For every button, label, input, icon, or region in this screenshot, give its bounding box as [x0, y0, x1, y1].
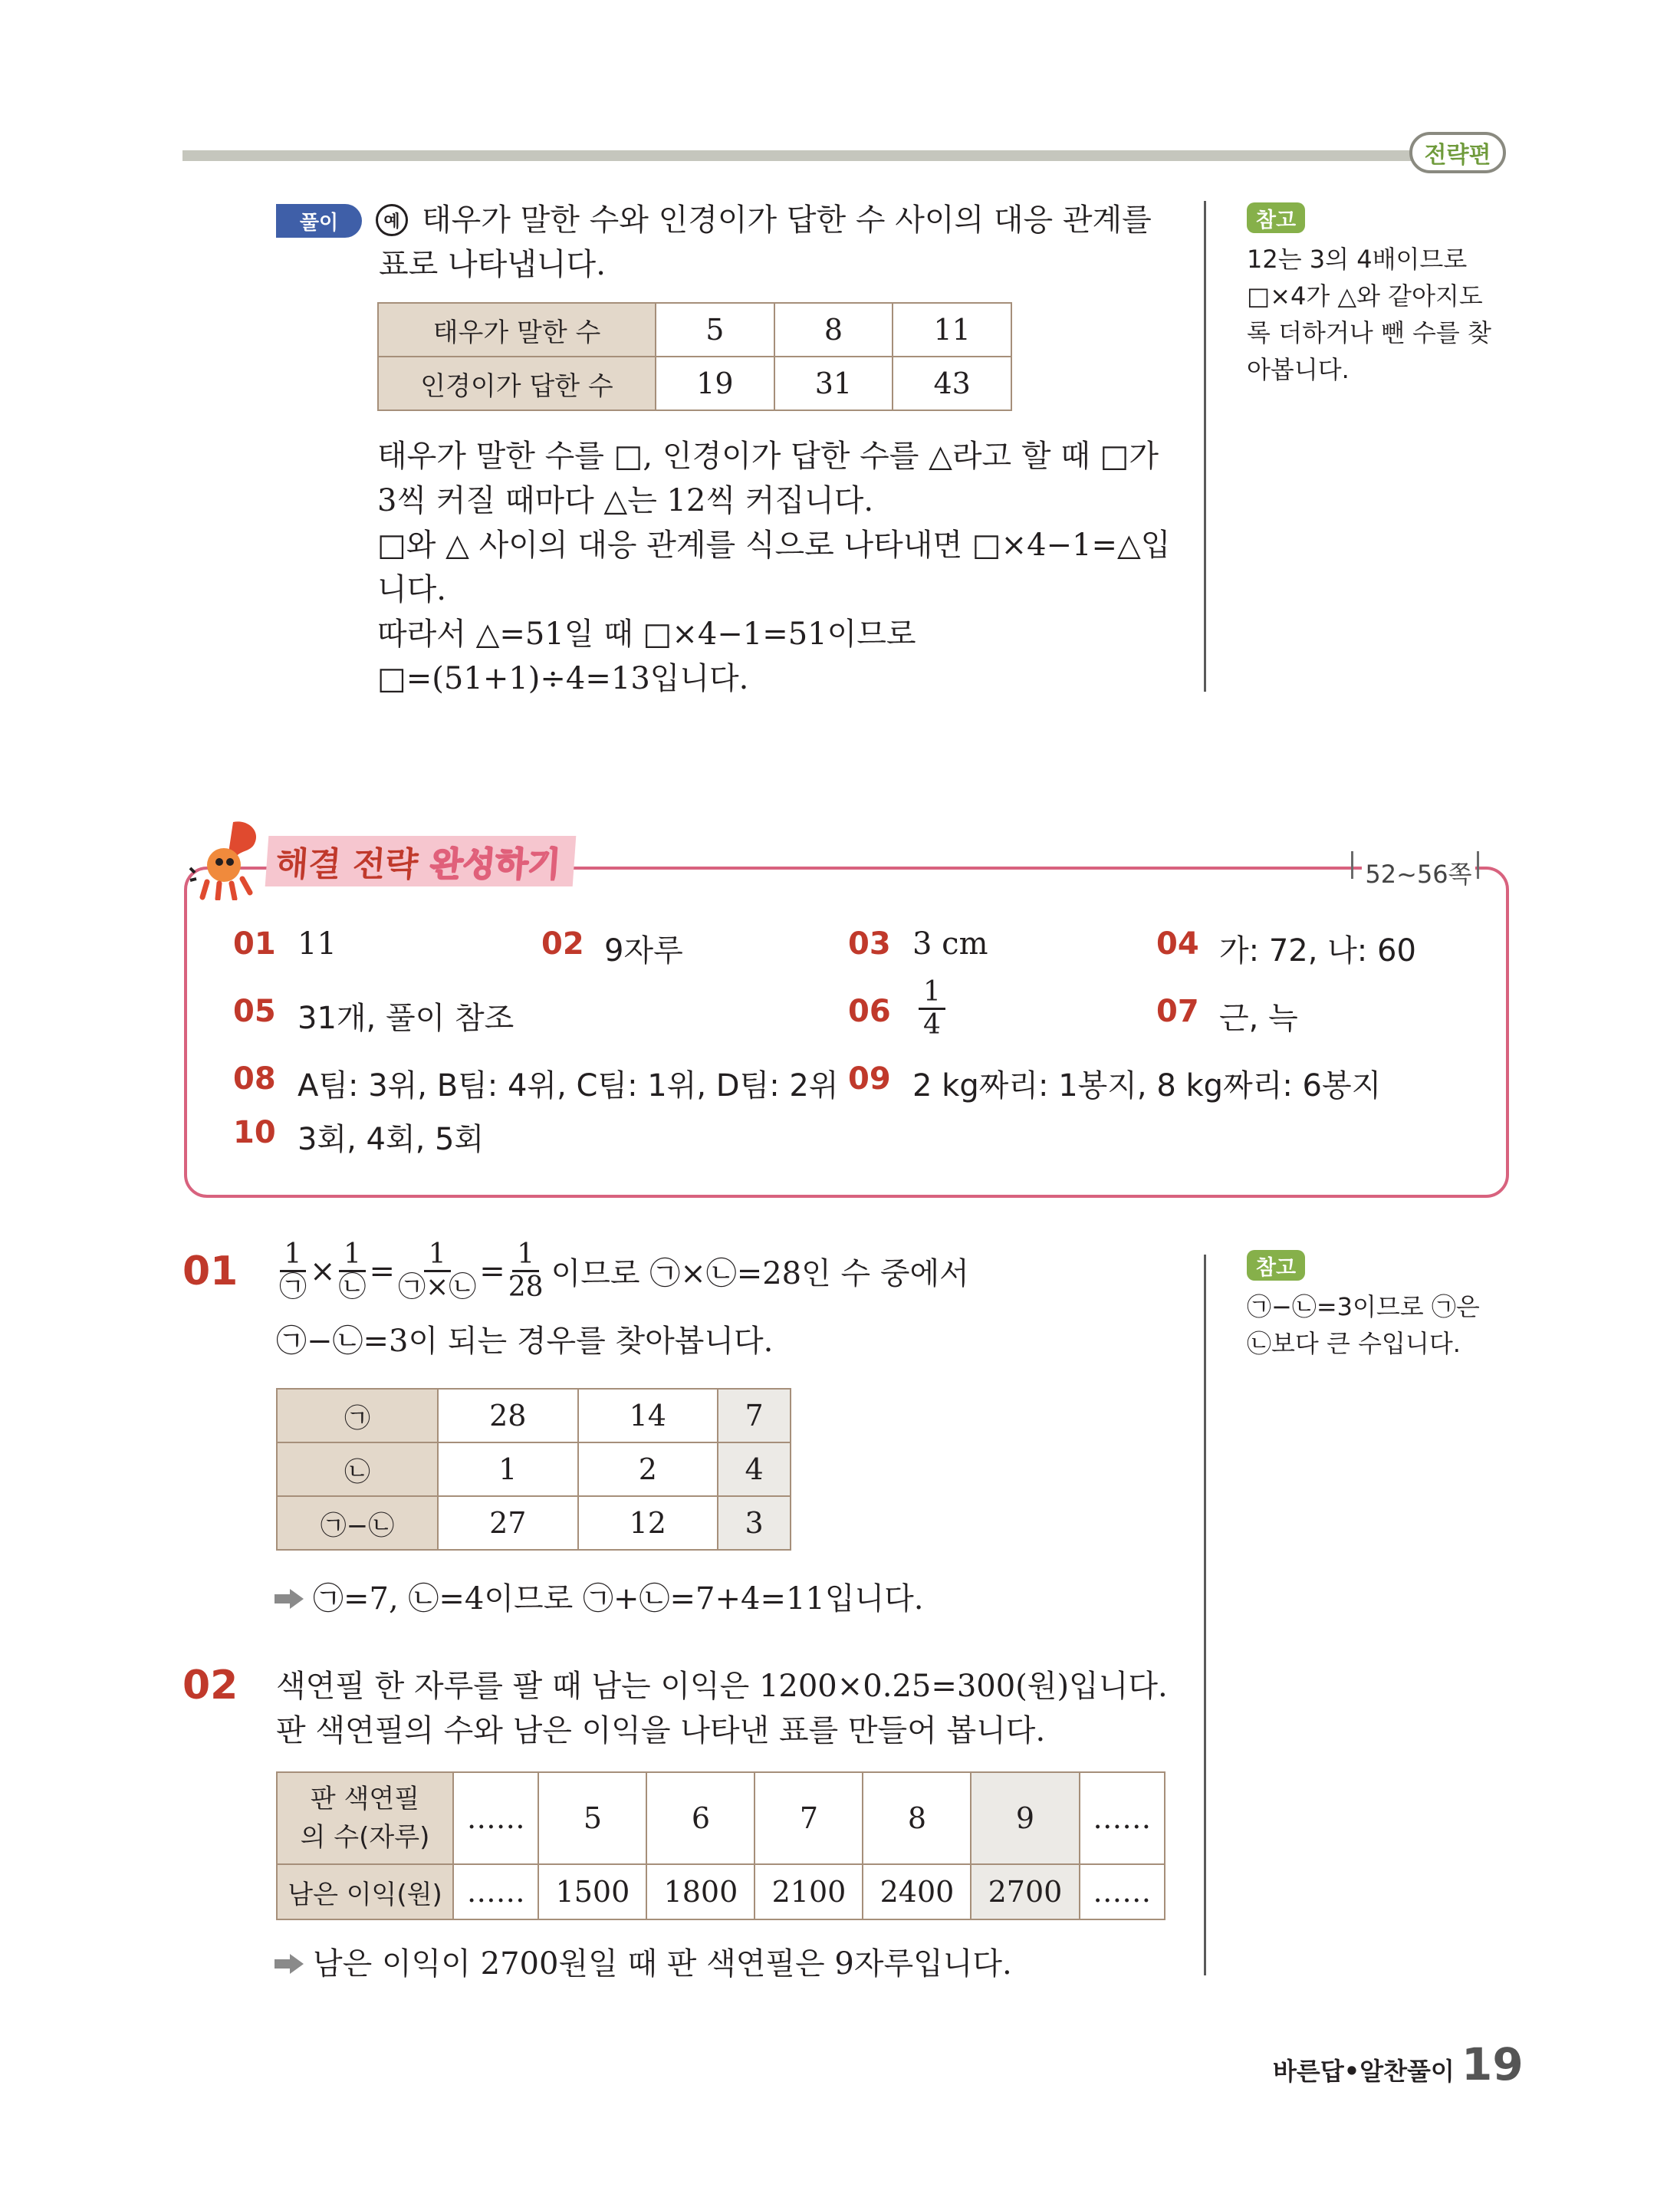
answer-text: 3 cm [912, 926, 988, 962]
footer-label: 바른답•알찬풀이 [1273, 2057, 1455, 2086]
note-badge: 참고 [1247, 1250, 1305, 1281]
numerator: 1 [280, 1239, 307, 1272]
table-row-head: ㉡ [277, 1442, 438, 1496]
answer-text: 근, 늑 [1219, 1001, 1298, 1036]
table-cell: 5 [656, 303, 774, 357]
table-cell: 27 [438, 1496, 578, 1550]
solution-badge: 풀이 [276, 204, 362, 238]
table-cell: …… [1080, 1772, 1165, 1864]
table-cell: 2700 [971, 1864, 1079, 1919]
para-line-3: □와 △ 사이의 대응 관계를 식으로 나타내면 □×4−1=△입 [377, 528, 1171, 563]
conclusion-line: 남은 이익이 2700원일 때 판 색연필은 9자루입니다. [313, 1946, 1012, 1982]
numerator: 1 [424, 1239, 451, 1272]
table-cell: 43 [893, 357, 1011, 410]
numerator: 1 [339, 1239, 366, 1272]
table-cell: 28 [438, 1389, 578, 1442]
fraction [508, 1239, 544, 1303]
margin-divider [1204, 1255, 1206, 1975]
note-line: ㉡보다 큰 수입니다. [1247, 1329, 1461, 1358]
header-rule [182, 150, 1440, 161]
note-line: 아봅니다. [1247, 355, 1350, 384]
table-cell: 7 [755, 1772, 863, 1864]
table-cell: 11 [893, 303, 1011, 357]
table-cell: …… [453, 1772, 538, 1864]
margin-divider [1204, 201, 1206, 692]
answer-num: 07 [1156, 994, 1199, 1029]
problem-line: ㉠−㉡=3이 되는 경우를 찾아봅니다. [276, 1324, 774, 1359]
answer-num: 03 [848, 926, 891, 962]
arrow-icon [273, 1952, 305, 1975]
problem-number: 02 [182, 1663, 238, 1709]
answer-num: 09 [848, 1061, 891, 1097]
denominator: ㉠ [279, 1271, 307, 1303]
answer-num: 08 [233, 1061, 276, 1097]
table-row-head: ㉠−㉡ [277, 1496, 438, 1550]
note-badge: 참고 [1247, 202, 1305, 233]
fraction-equation [276, 1239, 969, 1303]
denominator: 28 [508, 1271, 544, 1303]
answer-text: 9자루 [604, 933, 683, 969]
denominator: ㉡ [338, 1271, 367, 1303]
mascot-icon [189, 817, 265, 900]
equals-sign: = [479, 1253, 505, 1289]
problem-number: 01 [182, 1248, 238, 1294]
table-cell: 19 [656, 357, 774, 410]
para-line-5: 따라서 △=51일 때 □×4−1=51이므로 [377, 617, 916, 652]
section-tag: 전략편 [1409, 132, 1506, 173]
answer-num: 06 [848, 994, 891, 1029]
denominator: ㉠×㉡ [398, 1271, 477, 1303]
profit-table [276, 1771, 1165, 1920]
answer-text: 31개, 풀이 참조 [298, 1001, 515, 1036]
table-cell: 2 [578, 1442, 718, 1496]
table-row-head: 남은 이익(원) [277, 1864, 453, 1919]
page-number: 19 [1461, 2038, 1524, 2090]
table-cell: 1800 [646, 1864, 755, 1919]
answer-num: 02 [541, 926, 584, 962]
table-head-line: 의 수(자루) [300, 1822, 430, 1853]
table-cell: …… [1080, 1864, 1165, 1919]
fraction [279, 1239, 307, 1303]
answer-text: 3회, 4회, 5회 [298, 1122, 485, 1157]
fraction [339, 1239, 367, 1303]
example-marker: 예 [376, 204, 408, 236]
table-head-line: 판 색연필 [310, 1784, 420, 1814]
table-cell: 1 [438, 1442, 578, 1496]
table-cell: 6 [646, 1772, 755, 1864]
conclusion-line: ㉠=7, ㉡=4이므로 ㉠+㉡=7+4=11입니다. [313, 1581, 924, 1617]
table-cell: 14 [578, 1389, 718, 1442]
correspondence-table [377, 302, 1012, 411]
numerator: 1 [512, 1239, 539, 1272]
table-cell: 2100 [755, 1864, 863, 1919]
pages-bracket-left [1351, 851, 1353, 879]
table-row-head: 인경이가 답한 수 [378, 357, 656, 410]
pages-label: 52~56쪽 [1362, 862, 1475, 886]
arrow-icon [273, 1587, 305, 1610]
note-line: 록 더하거나 뺀 수를 찾 [1247, 318, 1491, 347]
equals-sign: = [369, 1253, 396, 1289]
note-line: 12는 3의 4배이므로 [1247, 245, 1468, 274]
times-sign: × [310, 1253, 336, 1289]
fraction-numerator: 1 [919, 977, 945, 1010]
answer-num: 10 [233, 1115, 276, 1150]
equation-tail: 이므로 ㉠×㉡=28인 수 중에서 [551, 1256, 969, 1291]
table-cell: 8 [774, 303, 893, 357]
note-line: ㉠−㉡=3이므로 ㉠은 [1247, 1292, 1480, 1321]
problem-line: 색연필 한 자루를 팔 때 남는 이익은 1200×0.25=300(원)입니다. [276, 1669, 1168, 1704]
table-row-head [277, 1772, 453, 1864]
para-line-4: 니다. [377, 572, 446, 607]
answer-text: 가: 72, 나: 60 [1219, 933, 1416, 969]
answer-fraction [919, 977, 945, 1041]
strategy-title-b: 완성하기 [429, 845, 562, 884]
table-row-head: ㉠ [277, 1389, 438, 1442]
table-cell: 12 [578, 1496, 718, 1550]
table-cell: 8 [863, 1772, 971, 1864]
answer-num: 01 [233, 926, 276, 962]
table-cell: 3 [718, 1496, 791, 1550]
note-line: □×4가 △와 같아지도 [1247, 281, 1483, 311]
fraction [398, 1239, 476, 1303]
table-cell: 7 [718, 1389, 791, 1442]
table-cell: 4 [718, 1442, 791, 1496]
table-cell: …… [453, 1864, 538, 1919]
table-row-head: 태우가 말한 수 [378, 303, 656, 357]
solution-line-1: 태우가 말한 수와 인경이가 답한 수 사이의 대응 관계를 [422, 202, 1152, 238]
pages-bracket-right [1477, 851, 1479, 879]
table-cell: 2400 [863, 1864, 971, 1919]
answer-text: 2 kg짜리: 1봉지, 8 kg짜리: 6봉지 [912, 1068, 1382, 1104]
para-line-6: □=(51+1)÷4=13입니다. [377, 661, 749, 696]
strategy-title [265, 836, 577, 886]
strategy-title-a: 해결 전략 [274, 845, 419, 884]
problem-line: 판 색연필의 수와 남은 이익을 나타낸 표를 만들어 봅니다. [276, 1713, 1046, 1748]
answer-num: 05 [233, 994, 276, 1029]
para-line-1: 태우가 말한 수를 □, 인경이가 답한 수를 △라고 할 때 □가 [377, 439, 1159, 474]
answer-text: A팀: 3위, B팀: 4위, C팀: 1위, D팀: 2위 [298, 1068, 839, 1104]
answer-text: 11 [298, 926, 337, 962]
solution-line-2: 표로 나타냅니다. [379, 247, 606, 282]
table-cell: 5 [538, 1772, 646, 1864]
fraction-denominator: 4 [923, 1009, 941, 1041]
table-cell: 1500 [538, 1864, 646, 1919]
table-cell: 9 [971, 1772, 1079, 1864]
value-table [276, 1388, 791, 1551]
answer-num: 04 [1156, 926, 1199, 962]
para-line-2: 3씩 커질 때마다 △는 12씩 커집니다. [377, 483, 874, 518]
table-cell: 31 [774, 357, 893, 410]
